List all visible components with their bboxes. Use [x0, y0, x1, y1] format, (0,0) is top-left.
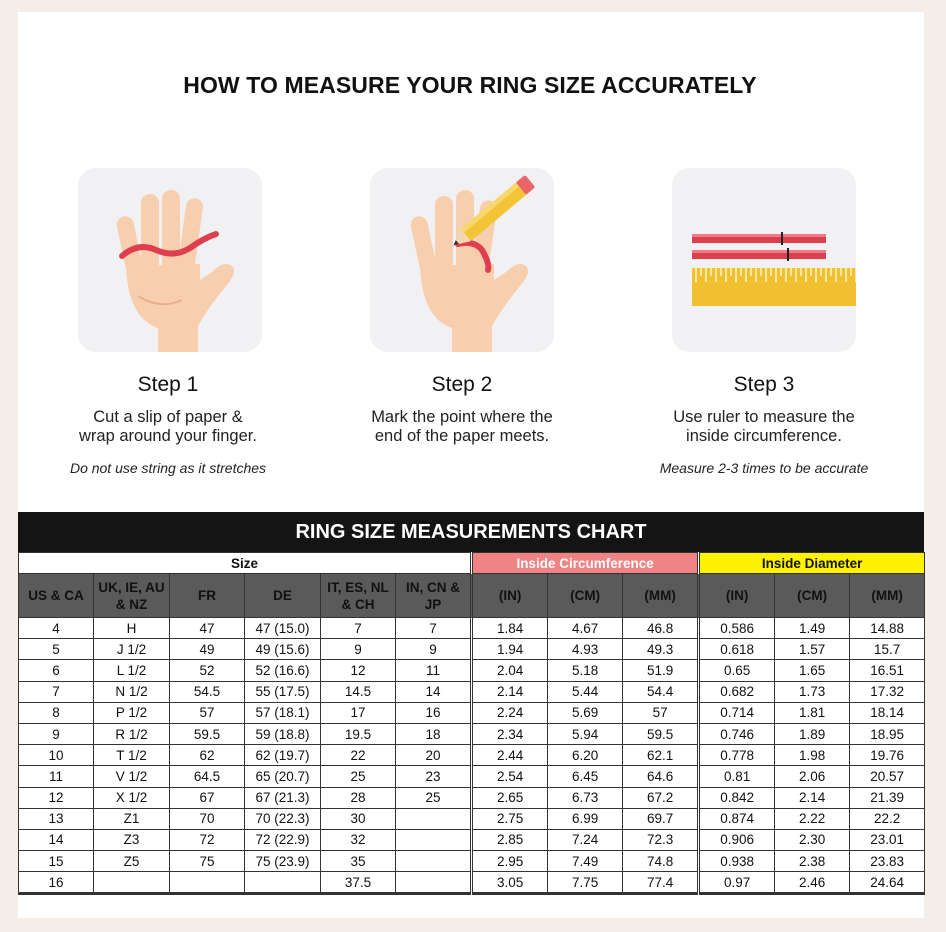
table-cell: 51.9	[623, 660, 698, 681]
table-cell: 69.7	[623, 808, 698, 829]
table-cell: P 1/2	[94, 702, 170, 723]
table-cell: 0.746	[700, 723, 775, 744]
column-group-row	[19, 553, 925, 574]
table-cell: 5.18	[548, 660, 623, 681]
column-header	[850, 574, 925, 618]
table-cell: 23.83	[850, 851, 925, 872]
step-2-title: Step 2	[431, 373, 493, 396]
table-row	[19, 787, 925, 808]
table-cell: 4	[19, 618, 94, 639]
table-cell: 4.67	[548, 618, 623, 639]
table-cell: 2.14	[775, 787, 850, 808]
table-cell: 1.98	[775, 745, 850, 766]
table-cell: 49	[170, 639, 245, 660]
table-cell: 57	[623, 702, 698, 723]
table-cell: 0.778	[700, 745, 775, 766]
table-cell: 15	[19, 851, 94, 872]
table-row	[19, 808, 925, 829]
table-cell: 17	[321, 702, 396, 723]
step-3-line-1: Use ruler to measure the	[673, 408, 855, 426]
table-cell: 6.99	[548, 808, 623, 829]
table-cell: 54.5	[170, 681, 245, 702]
table-cell: 8	[19, 702, 94, 723]
ruler-with-strips-icon	[672, 168, 856, 352]
table-cell	[396, 829, 471, 850]
table-row	[19, 872, 925, 894]
step-2-description	[312, 408, 612, 446]
table-cell: 54.4	[623, 681, 698, 702]
table-cell: 55 (17.5)	[245, 681, 321, 702]
table-cell: 52 (16.6)	[245, 660, 321, 681]
table-cell: 0.842	[700, 787, 775, 808]
table-cell: 6.73	[548, 787, 623, 808]
table-row	[19, 829, 925, 850]
table-cell: 11	[19, 766, 94, 787]
table-cell: 1.57	[775, 639, 850, 660]
table-cell: 0.586	[700, 618, 775, 639]
column-header-line: JP	[424, 596, 442, 612]
step-3-note: Measure 2-3 times to be accurate	[659, 460, 869, 476]
table-cell: 2.30	[775, 829, 850, 850]
table-cell: 6.45	[548, 766, 623, 787]
table-cell: 16	[19, 872, 94, 894]
table-cell: 2.65	[473, 787, 548, 808]
column-header	[548, 574, 623, 618]
table-cell: 2.06	[775, 766, 850, 787]
table-cell: 74.8	[623, 851, 698, 872]
table-cell: 2.34	[473, 723, 548, 744]
table-cell	[396, 872, 471, 894]
table-cell: 1.65	[775, 660, 850, 681]
step-1-note: Do not use string as it stretches	[69, 460, 267, 476]
table-cell: 2.46	[775, 872, 850, 894]
table-cell: 59.5	[170, 723, 245, 744]
table-cell: 72 (22.9)	[245, 829, 321, 850]
table-row	[19, 766, 925, 787]
table-cell: 57 (18.1)	[245, 702, 321, 723]
table-cell: 0.81	[700, 766, 775, 787]
table-cell: 59.5	[623, 723, 698, 744]
column-header-line: US & CA	[28, 588, 84, 603]
table-cell: 70	[170, 808, 245, 829]
table-cell: Z3	[94, 829, 170, 850]
table-cell: 14	[396, 681, 471, 702]
table-cell: 25	[396, 787, 471, 808]
table-cell: H	[94, 618, 170, 639]
table-cell: 11	[396, 660, 471, 681]
table-cell: 19.5	[321, 723, 396, 744]
column-header	[700, 574, 775, 618]
table-cell: 7.49	[548, 851, 623, 872]
diameter-group-header: Inside Diameter	[700, 553, 925, 574]
step-1-line-2: wrap around your finger.	[79, 427, 257, 445]
table-cell: 2.85	[473, 829, 548, 850]
table-cell: 25	[321, 766, 396, 787]
table-cell: 7.75	[548, 872, 623, 894]
step-1-line-1: Cut a slip of paper &	[93, 408, 243, 426]
table-cell: 22.2	[850, 808, 925, 829]
table-cell: 67	[170, 787, 245, 808]
table-cell: L 1/2	[94, 660, 170, 681]
table-cell: 0.874	[700, 808, 775, 829]
table-cell: 5.44	[548, 681, 623, 702]
size-group-header: Size	[19, 553, 471, 574]
table-cell: 9	[396, 639, 471, 660]
table-cell: Z5	[94, 851, 170, 872]
table-cell: 64.6	[623, 766, 698, 787]
step-2-line-2: end of the paper meets.	[374, 427, 550, 445]
column-header-line: & CH	[341, 596, 375, 612]
table-cell: 9	[321, 639, 396, 660]
table-cell: 62.1	[623, 745, 698, 766]
circumference-group-header: Inside Circumference	[473, 553, 698, 574]
table-cell: 28	[321, 787, 396, 808]
table-cell: 75 (23.9)	[245, 851, 321, 872]
column-header-line: FR	[198, 588, 216, 603]
column-header-line: (CM)	[570, 588, 601, 603]
step-1-description	[18, 408, 318, 446]
table-cell: 77.4	[623, 872, 698, 894]
table-cell: 12	[321, 660, 396, 681]
table-row	[19, 639, 925, 660]
page-title: HOW TO MEASURE YOUR RING SIZE ACCURATELY	[183, 72, 757, 98]
table-cell: 20	[396, 745, 471, 766]
table-cell	[94, 872, 170, 894]
column-header	[321, 574, 396, 618]
table-cell: 22	[321, 745, 396, 766]
table-row	[19, 851, 925, 872]
table-cell: 14.88	[850, 618, 925, 639]
column-header-line: (IN)	[498, 588, 522, 603]
table-cell: 12	[19, 787, 94, 808]
table-cell: V 1/2	[94, 766, 170, 787]
column-header-line: (IN)	[725, 588, 749, 603]
column-header-line: (CM)	[797, 588, 828, 603]
table-cell: 17.32	[850, 681, 925, 702]
column-header	[775, 574, 850, 618]
table-cell: X 1/2	[94, 787, 170, 808]
table-cell: 15.7	[850, 639, 925, 660]
table-cell: 14.5	[321, 681, 396, 702]
table-cell: R 1/2	[94, 723, 170, 744]
column-header-line: (MM)	[644, 588, 676, 603]
table-cell: 13	[19, 808, 94, 829]
table-cell: 9	[19, 723, 94, 744]
step-3-line-2: inside circumference.	[686, 427, 842, 445]
table-cell: 1.84	[473, 618, 548, 639]
table-cell: 0.906	[700, 829, 775, 850]
step-1-title: Step 1	[137, 373, 199, 396]
table-cell: 2.24	[473, 702, 548, 723]
column-header-line: IT, ES, NL	[327, 579, 389, 595]
column-header-line: (MM)	[871, 588, 903, 603]
column-header	[170, 574, 245, 618]
table-cell: 18	[396, 723, 471, 744]
table-cell: J 1/2	[94, 639, 170, 660]
table-cell: 35	[321, 851, 396, 872]
table-cell: 10	[19, 745, 94, 766]
table-cell: 1.49	[775, 618, 850, 639]
hand-with-pencil-icon	[370, 168, 554, 352]
column-header	[396, 574, 471, 618]
table-cell: 0.938	[700, 851, 775, 872]
table-cell: 47	[170, 618, 245, 639]
table-cell: 62	[170, 745, 245, 766]
table-cell: 0.618	[700, 639, 775, 660]
table-cell: 57	[170, 702, 245, 723]
chart-title: RING SIZE MEASUREMENTS CHART	[18, 512, 924, 552]
table-cell	[245, 872, 321, 894]
column-header	[94, 574, 170, 618]
table-cell: 23.01	[850, 829, 925, 850]
table-cell: 3.05	[473, 872, 548, 894]
table-cell: 1.94	[473, 639, 548, 660]
table-cell: 2.44	[473, 745, 548, 766]
table-cell: 70 (22.3)	[245, 808, 321, 829]
table-cell: 47 (15.0)	[245, 618, 321, 639]
table-cell: 62 (19.7)	[245, 745, 321, 766]
table-cell: 2.38	[775, 851, 850, 872]
column-header-row	[19, 574, 925, 618]
table-cell: 2.04	[473, 660, 548, 681]
table-cell: 0.97	[700, 872, 775, 894]
column-header-line: IN, CN &	[406, 579, 461, 595]
table-cell: 67 (21.3)	[245, 787, 321, 808]
table-cell: 0.714	[700, 702, 775, 723]
table-cell: 14	[19, 829, 94, 850]
hand-with-paper-strip-icon	[78, 168, 262, 352]
table-row	[19, 618, 925, 639]
table-cell: 7.24	[548, 829, 623, 850]
table-cell: 30	[321, 808, 396, 829]
table-cell: 2.95	[473, 851, 548, 872]
table-cell: 2.75	[473, 808, 548, 829]
step-2-line-1: Mark the point where the	[371, 408, 553, 426]
table-body	[19, 618, 925, 894]
table-cell: 5.94	[548, 723, 623, 744]
table-cell: 1.81	[775, 702, 850, 723]
table-cell: 2.54	[473, 766, 548, 787]
table-cell: 20.57	[850, 766, 925, 787]
table-cell: 5	[19, 639, 94, 660]
table-cell: 1.89	[775, 723, 850, 744]
table-cell: N 1/2	[94, 681, 170, 702]
step-3-title: Step 3	[733, 373, 795, 396]
column-header	[473, 574, 548, 618]
column-header	[19, 574, 94, 618]
table-cell: 64.5	[170, 766, 245, 787]
step-3-description	[614, 408, 914, 446]
table-cell: T 1/2	[94, 745, 170, 766]
table-cell: 5.69	[548, 702, 623, 723]
table-cell: 46.8	[623, 618, 698, 639]
table-cell: 1.73	[775, 681, 850, 702]
table-cell: 75	[170, 851, 245, 872]
table-cell: 0.682	[700, 681, 775, 702]
table-cell: 49 (15.6)	[245, 639, 321, 660]
table-cell: 18.14	[850, 702, 925, 723]
table-cell: 6.20	[548, 745, 623, 766]
table-cell: 32	[321, 829, 396, 850]
table-cell: 16	[396, 702, 471, 723]
table-cell: 6	[19, 660, 94, 681]
table-cell: 37.5	[321, 872, 396, 894]
table-row	[19, 745, 925, 766]
table-cell: 7	[396, 618, 471, 639]
table-cell: 65 (20.7)	[245, 766, 321, 787]
table-cell	[396, 851, 471, 872]
table-cell: 24.64	[850, 872, 925, 894]
column-header	[245, 574, 321, 618]
table-cell: 18.95	[850, 723, 925, 744]
table-cell: 2.14	[473, 681, 548, 702]
table-row	[19, 681, 925, 702]
table-cell: 72	[170, 829, 245, 850]
table-cell: 2.22	[775, 808, 850, 829]
column-header-line: UK, IE, AU	[98, 579, 165, 595]
table-cell: 19.76	[850, 745, 925, 766]
ring-size-table	[18, 552, 925, 895]
table-cell: 67.2	[623, 787, 698, 808]
table-cell: 23	[396, 766, 471, 787]
table-cell: 16.51	[850, 660, 925, 681]
table-cell	[170, 872, 245, 894]
table-cell: Z1	[94, 808, 170, 829]
column-header-line: & NZ	[115, 596, 148, 612]
table-cell: 52	[170, 660, 245, 681]
column-header	[623, 574, 698, 618]
table-cell: 72.3	[623, 829, 698, 850]
table-row	[19, 660, 925, 681]
table-cell: 49.3	[623, 639, 698, 660]
table-cell: 0.65	[700, 660, 775, 681]
table-row	[19, 723, 925, 744]
table-cell: 59 (18.8)	[245, 723, 321, 744]
table-cell: 21.39	[850, 787, 925, 808]
table-cell: 7	[19, 681, 94, 702]
table-row	[19, 702, 925, 723]
table-cell	[396, 808, 471, 829]
table-cell: 4.93	[548, 639, 623, 660]
table-cell: 7	[321, 618, 396, 639]
column-header-line: DE	[273, 588, 292, 603]
